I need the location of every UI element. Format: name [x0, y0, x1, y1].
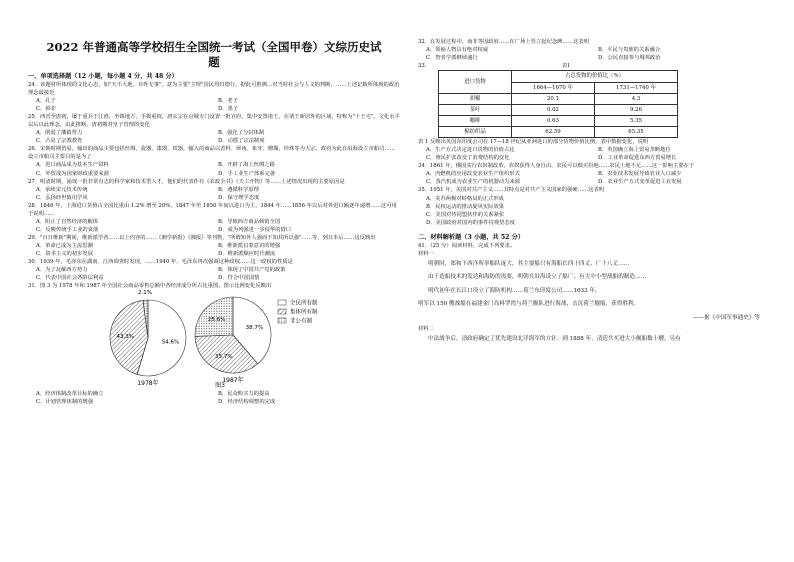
- option: A．削弱了藩镇势力: [36, 130, 83, 137]
- legend-label: 集体所有制: [290, 309, 318, 316]
- material-label: 材料一: [418, 250, 434, 257]
- option: D．墨子: [218, 106, 239, 113]
- option: C．外贸成为国家财政重要来源: [36, 170, 109, 177]
- right-column: [418, 38, 770, 347]
- exam-title: 2022 年普通高等学校招生全国统一考试（全国甲卷）文综历史试 题: [46, 40, 382, 69]
- option: C．智者学派继续盛行: [426, 55, 478, 62]
- legend-swatch: [278, 300, 286, 305]
- table-caption: 表1: [561, 63, 571, 70]
- section-heading: 一、单项选择题（12 小题，每小题 4 分，共 48 分）: [28, 73, 178, 80]
- question-33: 表 1 反映出英国东印度公司在 17—18 世纪从亚洲进口的部分货物价值比例，表中数据变化，说明: [418, 139, 649, 146]
- option: A．内燃机的应用改变农业生产组织形式: [426, 171, 520, 178]
- option: D．成为列强进一步侵华的借口: [218, 226, 292, 233]
- pie-value-label: 54.6%: [161, 339, 180, 346]
- option: C．凸显了宗教教育: [36, 138, 83, 145]
- options-34: [418, 170, 770, 186]
- option: C．计划管理体制的增强: [36, 399, 94, 406]
- options-24: [28, 97, 400, 113]
- option: A．革命已成为主流思潮: [36, 242, 93, 249]
- pie-value-label: 2.1%: [137, 290, 152, 297]
- option: D．美国政府对国内的事件持观望态度: [426, 219, 515, 226]
- question-27: 27．明清时期，涌现一批非常有志的科学家和技术型人才，他们的代表作有《农政全书》《天工开物》等……上述情况出现的主要原因是: [28, 178, 345, 185]
- trade-table: [438, 70, 678, 138]
- option: D．公民直接参与城邦政治: [598, 55, 661, 62]
- option: D．符合中国国情: [218, 275, 260, 282]
- option: B．平民与贵族的关系融合: [598, 47, 661, 54]
- material-paragraph: 中法战争后，清政府确定了优先建设北洋海军的方针。到 1888 年，清廷共买进大小舰船数十艘，另有: [428, 336, 681, 343]
- options-26: [28, 161, 400, 177]
- option: C．韩非: [36, 106, 56, 113]
- question-31: 31．图 3 为 1978 年和 1987 年全国社会商品零售总额中各经济成分所占比重图。图示比例变化反映出: [28, 283, 272, 290]
- pie-value-label: 43.3%: [116, 334, 135, 341]
- question-25: 25．西晋至唐初，屡于重兵于江淮，坐镇地方，手握重权，唐玄宗在京城专门设置一批官府，集中安置诸王，在诸王新居外的区域，特称为"十王宅"。文化水平以后以此理念，由此推断，唐初期对皇子管理的变化: [28, 114, 400, 129]
- options-35: [418, 195, 770, 227]
- question-29: 29．"百日维新"期间，维新派学者……以上内容的……《湘学新报》《湘报》等刊物，"所谓知外人强而不知其所以强"……等，到日本后……这反映出: [28, 234, 376, 241]
- option: A．阻止了自然经济的解体: [36, 218, 99, 225]
- option: C．代表中国社会各阶层利益: [36, 275, 104, 282]
- material-2: [418, 333, 770, 347]
- table-header: 1731—1740 年: [595, 82, 678, 94]
- option: B．老子: [218, 98, 238, 105]
- legend-label: 非公有制: [290, 318, 313, 325]
- table-header: 进口货物: [439, 71, 512, 94]
- material-paragraph: 明军以 150 艘战船在福建金门岛料罗湾与荷兰舰队进行海战，击沉荷兰舰船，获得胜利。: [418, 301, 640, 308]
- option: D．经济结构调整的完成: [218, 399, 276, 406]
- question-28: 28．1846 年，上海进口货值占全国比重由 1.2% 增至 20%，1847 年至 1850 年间以进口为主，1844 年……1856 年以后对外进口额逐年递增……这可用于说明……: [28, 202, 397, 217]
- option: C．弘扬经世致用学风: [36, 194, 88, 201]
- option: B．英国确立海上贸易垄断地位: [598, 147, 671, 154]
- option: A．进口商品成为基本生产资料: [36, 162, 109, 169]
- material-paragraph: 明朝时，郑和下西洋所率船队庞大，其主要船只有海船长四十四丈、广十八丈……: [428, 260, 630, 267]
- option: D．手工业生产体系完备: [218, 170, 276, 177]
- material-label: 材料二: [418, 326, 434, 333]
- question-33-head: 33． 表1: [418, 63, 571, 70]
- table-header: 1664—1670 年: [512, 82, 595, 94]
- pie-title: 1987年: [222, 377, 244, 385]
- pie-chart-figure: [28, 290, 400, 390]
- table-header: 占总货物的价值比（%）: [512, 71, 678, 83]
- material-1: [418, 258, 770, 326]
- option: B．强化了分封体制: [218, 130, 265, 137]
- option: B．开辟了海上丝绸之路: [218, 162, 275, 169]
- option: B．遵循科学原理: [218, 186, 259, 193]
- figure-caption: 图3: [215, 382, 225, 390]
- option: D．动摇了宗法制度: [218, 138, 265, 145]
- option: B．维新派启蒙意识的增强: [218, 242, 281, 249]
- legend-swatch: [278, 318, 286, 323]
- options-31: [28, 390, 400, 406]
- options-28: [28, 218, 400, 234]
- question-35: 35．1951 年，美国对共产主义……其特点是对共产主义国家的强硬……这表明: [418, 187, 605, 194]
- table-row: 茶叶 0.02 9.26: [439, 105, 678, 116]
- options-25: [28, 129, 400, 145]
- chart-legend: [278, 299, 318, 325]
- option: D．维新派顺应时代潮流: [218, 250, 276, 257]
- table-row: 棉纺织品 62.59 65.35: [439, 127, 678, 138]
- pie-value-label: 35.7%: [215, 354, 233, 361]
- material-paragraph: 由于造船技术的发达和海防的需要，明朝在沿海设立了船厂，有大中小型战船的制造……: [428, 274, 647, 281]
- option: C．蒸汽机成为农业生产的机器动力来源: [426, 179, 521, 186]
- pie-value-label: 25.6%: [207, 317, 226, 324]
- option: A．为了瓦解西方势力: [36, 267, 88, 274]
- legend-label: 全民所有制: [290, 300, 318, 307]
- option: B．民权运动的推动旋风实际效果: [426, 203, 505, 210]
- options-27: [28, 186, 400, 202]
- option: B．导致西方商品倾销全国: [218, 218, 281, 225]
- option: C．资本主义的初步发展: [36, 250, 94, 257]
- question-30: 30．1939 年，毛泽东在湖南、江西调查时发现，……1940 年，毛泽东再次强调这种政权……这一政权的性质是: [28, 259, 293, 266]
- option: D．工业革命促进东西方贸易增长: [598, 155, 677, 162]
- option: D．保守理学态度: [218, 194, 260, 201]
- pie-value-label: 38.7%: [245, 325, 264, 332]
- question-34: 34．1861 年，俄国实行农奴制改革，农奴获得人身自由，农民可以赎买份地……农民土地不足……这一影响主要在于: [418, 163, 695, 170]
- option: C．殖民扩张改变了消费结构的变化: [426, 155, 510, 162]
- option: B．农业技术发展导致农业人口减少: [598, 171, 682, 178]
- options-32: [418, 46, 770, 62]
- options-30: [28, 266, 400, 282]
- pie-title: 1978年: [137, 380, 159, 388]
- legend-swatch: [278, 309, 286, 314]
- option: B．体现了中国共产党的政策: [218, 267, 286, 274]
- option: A．美苏两极对峙格局的正式形成: [426, 195, 504, 202]
- table-row: 咖啡 0.63 5.35: [439, 116, 678, 127]
- pie-group: [110, 290, 271, 390]
- section-heading: 二、材料解析题（3 小题，共 52 分）: [418, 233, 525, 241]
- question-26: 26．宋朝时期贸易，输出的商品主要包括丝绸、瓷器、漆器、铁器，输入的商品以香料、犀角、象牙、珊瑚、珍珠等为大宗。政府为此在沿海设立市舶司……设立市舶司主要目的是为了: [28, 146, 395, 161]
- pie-charts-svg: [28, 290, 400, 390]
- option: A．生产方式决定进口货物的价值占比: [426, 147, 515, 154]
- material-paragraph: 明代初年在长江口设立了海防机构……荷兰东印度公司……1633 年，: [428, 287, 601, 294]
- option: A．领袖人物具有绝对权威: [426, 47, 489, 54]
- question-41-head: 41．（25 分）阅读材料，完成下列要求。: [418, 242, 516, 249]
- option: A．孔子: [36, 98, 56, 105]
- option: A．经济体制改革目标的确立: [36, 391, 104, 398]
- question-32: 32．在发展过程中，南非等国政府……在广场上竖立起纪念碑……这表明: [418, 39, 589, 45]
- options-29: [28, 242, 400, 258]
- option: B．民众购买力的提高: [218, 391, 270, 398]
- option: C．反映传统手工业的衰落: [36, 226, 99, 233]
- option: D．农业生产方式变革促进工业发展: [598, 179, 682, 186]
- left-column: [28, 0, 400, 406]
- option: C．美国对待同盟伙伴的关系紧张: [426, 211, 505, 218]
- table-row: 胡椒 20.1 4.3: [439, 94, 678, 105]
- options-33: [418, 146, 770, 162]
- material-source: ——据《中国军事通史》等: [692, 314, 760, 321]
- option: A．承续宋元技术传统: [36, 186, 88, 193]
- question-24: 24．该题材所体现的文化心态，如"天不大地，百姓无事"，意为主要"主理"国民均归德行。据此可推测…对当时社会与人文的判断，……上述记载所体现的政治理念最接近: [28, 82, 400, 97]
